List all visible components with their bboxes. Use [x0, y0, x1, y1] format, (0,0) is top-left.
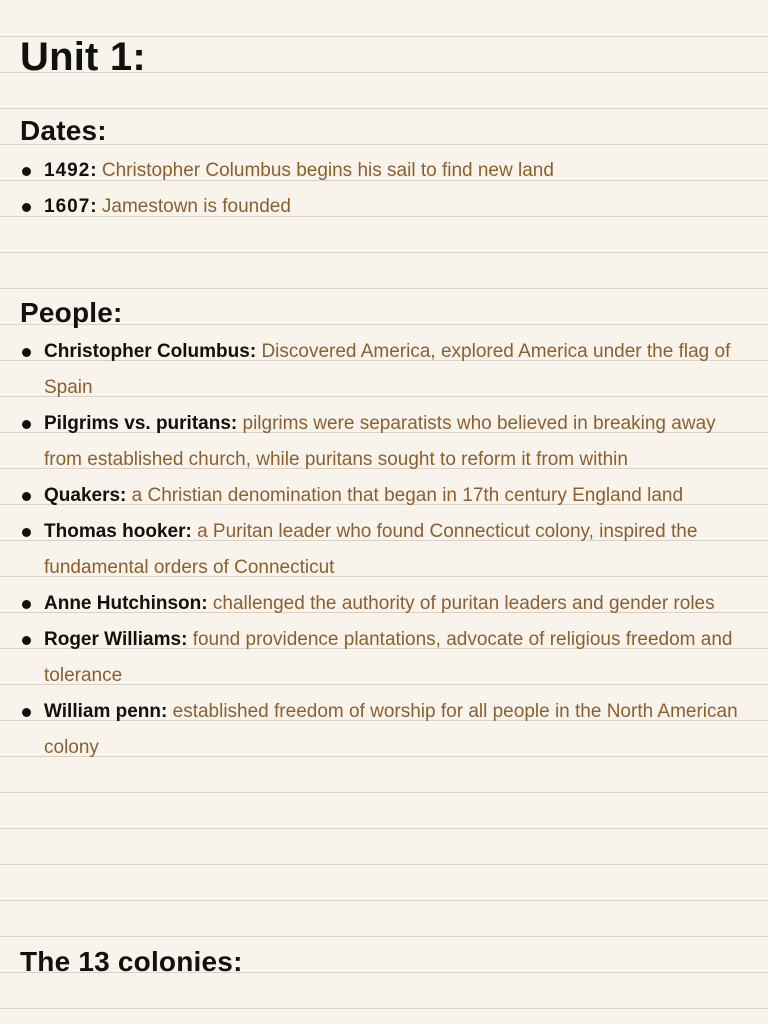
list-item	[20, 586, 740, 622]
bullet-icon	[22, 636, 31, 645]
person-description: found providence plantations, advocate of religious freedom and tolerance	[44, 629, 733, 686]
list-item	[20, 622, 740, 694]
bullet-icon	[22, 528, 31, 537]
bullet-icon	[22, 348, 31, 357]
list-item	[20, 153, 740, 189]
person-term: Roger Williams:	[44, 629, 188, 650]
bullet-icon	[22, 167, 31, 176]
person-description: established freedom of worship for all people in the North American colony	[44, 701, 738, 758]
dates-list	[20, 153, 740, 225]
dates-heading: Dates:	[20, 115, 107, 146]
list-item	[20, 514, 740, 586]
person-description: a Christian denomination that began in 17th century England land	[126, 485, 684, 506]
people-heading: People:	[20, 297, 123, 328]
date-separator: :	[90, 196, 97, 217]
list-item	[20, 334, 740, 406]
date-separator: :	[90, 160, 97, 181]
person-description: pilgrims were separatists who believed in breaking away from established church, while puritans sought to reform it from within	[44, 413, 716, 470]
people-list	[20, 334, 740, 766]
person-description: challenged the authority of puritan leaders and gender roles	[207, 593, 715, 614]
date-description: Jamestown is founded	[96, 196, 291, 217]
colonies-heading: The 13 colonies:	[20, 946, 243, 977]
person-description: Discovered America, explored America under the flag of Spain	[44, 341, 731, 398]
person-term: Pilgrims vs. puritans:	[44, 413, 238, 434]
person-term: Christopher Columbus:	[44, 341, 257, 362]
page-title: Unit 1:	[20, 35, 146, 79]
person-term: William penn:	[44, 701, 168, 722]
person-description: a Puritan leader who found Connecticut colony, inspired the fundamental orders of Connecticut	[44, 521, 698, 578]
list-item	[20, 406, 740, 478]
person-term: Anne Hutchinson:	[44, 593, 208, 614]
bullet-icon	[22, 708, 31, 717]
date-term: 1607	[44, 196, 91, 217]
bullet-icon	[22, 492, 31, 501]
bullet-icon	[22, 203, 31, 212]
bullet-icon	[22, 600, 31, 609]
person-term: Thomas hooker:	[44, 521, 192, 542]
bullet-icon	[22, 420, 31, 429]
date-description: Christopher Columbus begins his sail to find new land	[96, 160, 554, 181]
person-term: Quakers:	[44, 485, 127, 506]
list-item	[20, 478, 740, 514]
list-item	[20, 694, 740, 766]
date-term: 1492	[44, 160, 91, 181]
list-item	[20, 189, 740, 225]
